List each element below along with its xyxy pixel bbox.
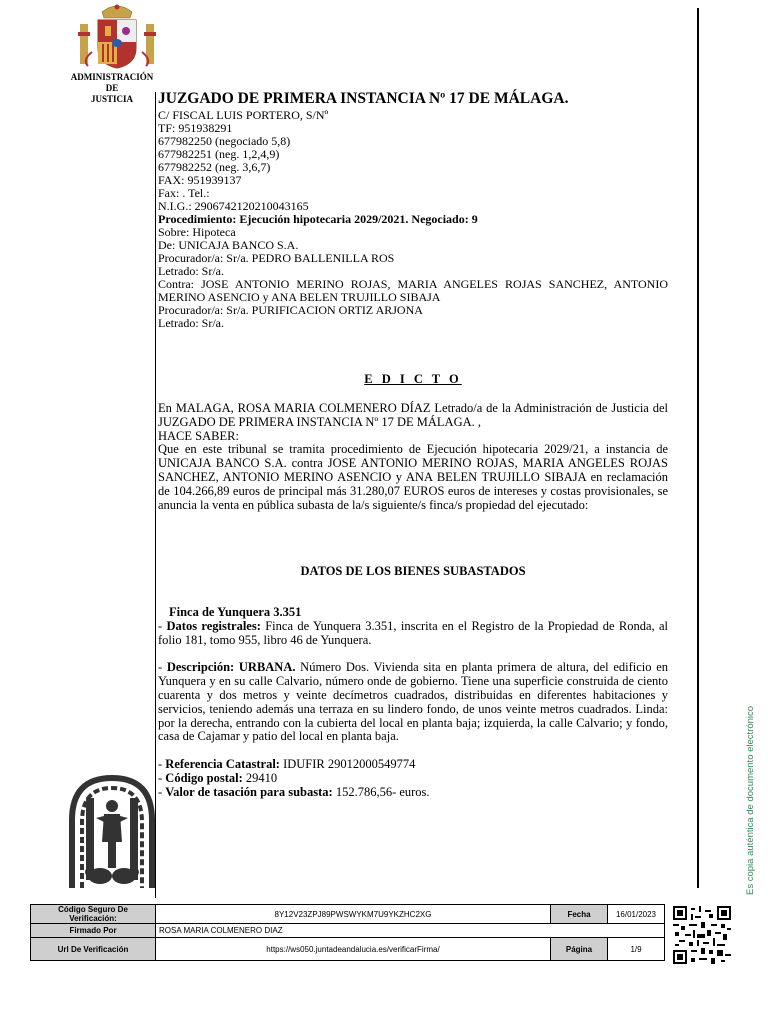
nig-line: N.I.G.: 2906742120210043165 <box>158 199 309 213</box>
descripcion: - Descripción: URBANA. Número Dos. Vivienda sita en planta primera de altura, del edificio en Yunquera y en su calle Calvario, número onde de gobierno. Tiene una superficie construida de ciento cuarenta y dos metros y veinte decímetros cuadrados, distribuidas en diferentes habitaciones y servicios, teniendo además una terraza en su lindero fondo, de unos veinte metros cuadrados. Linda: por la derecha, entrando con la cubierta del local en planta baja; izquierda, la calle Calvario; y fondo, casa de Cajamar y patio del local en planta baja. <box>158 660 668 744</box>
valor-tasacion: - Valor de tasación para subasta: 152.786,56- euros. <box>158 784 430 799</box>
referencia-catastral: - Referencia Catastral: IDUFIR 29012000549774 <box>158 757 416 772</box>
court-header <box>158 90 668 330</box>
bienes-heading: DATOS DE LOS BIENES SUBASTADOS <box>300 564 526 578</box>
letrado-line: Letrado: Sr/a. <box>158 264 224 278</box>
fax-tel-line: Fax: . Tel.: <box>158 186 210 200</box>
finca-title: Finca de Yunquera 3.351 <box>169 605 302 619</box>
pagina-value: 1/9 <box>608 938 665 961</box>
signature-verification-table <box>30 904 665 961</box>
bienes-body <box>158 606 668 800</box>
sobre-line: Sobre: Hipoteca <box>158 225 236 239</box>
authentic-copy-note: Es copia auténtica de documento electrónico <box>745 705 756 895</box>
pagina-label: Página <box>551 938 608 961</box>
procurador-line: Procurador/a: Sr/a. PEDRO BALLENILLA ROS <box>158 251 395 265</box>
phone-line: TF: 951938291 <box>158 121 233 135</box>
fax-line: FAX: 951939137 <box>158 173 242 187</box>
right-margin-rule <box>697 8 699 888</box>
hace-saber: HACE SABER: <box>158 428 239 443</box>
codigo-postal: - Código postal: 29410 <box>158 770 278 785</box>
edicto-body <box>158 402 668 512</box>
codigo-label: Código Seguro De Verificación: <box>31 905 156 924</box>
fecha-label: Fecha <box>551 905 608 924</box>
contra-line: Contra: JOSE ANTONIO MERINO ROJAS, MARIA ANGELES ROJAS SANCHEZ, ANTONIO MERINO ASENCIO y ANA BELEN TRUJILLO SIBAJA <box>158 277 668 304</box>
phone-line: 677982252 (neg. 3,6,7) <box>158 160 271 174</box>
demandante-line: De: UNICAJA BANCO S.A. <box>158 238 299 252</box>
letrado-line: Letrado: Sr/a. <box>158 316 224 330</box>
phone-line: 677982250 (negociado 5,8) <box>158 134 291 148</box>
edicto-intro: En MALAGA, ROSA MARIA COLMENERO DÍAZ Letrado/a de la Administración de Justicia del JUZGADO DE PRIMERA INSTANCIA Nº 17 DE MÁLAGA. , <box>158 401 668 429</box>
firmado-value: ROSA MARIA COLMENERO DIAZ <box>156 924 665 938</box>
url-label: Url De Verificación <box>31 938 156 961</box>
fecha-value: 16/01/2023 <box>608 905 665 924</box>
junta-andalucia-emblem-logo <box>66 772 158 890</box>
qr-code <box>673 906 731 964</box>
datos-registrales: - Datos registrales: Finca de Yunquera 3.351, inscrita en el Registro de la Propiedad de Ronda, al folio 181, tomo 955, libro 46 de Yunquera. <box>158 618 668 647</box>
phone-line: 677982251 (neg. 1,2,4,9) <box>158 147 280 161</box>
edicto-heading: E D I C T O <box>364 372 462 386</box>
procurador-line: Procurador/a: Sr/a. PURIFICACION ORTIZ ARJONA <box>158 303 423 317</box>
administracion-de-justicia-label: ADMINISTRACIÓN DE JUSTICIA <box>70 72 154 104</box>
edicto-paragraph: Que en este tribunal se tramita procedimiento de Ejecución hipotecaria 2029/21, a instancia de UNICAJA BANCO S.A. contra JOSE ANTONIO MERINO ROJAS, MARIA ANGELES ROJAS SANCHEZ, ANTONIO MERINO ASENCIO y ANA BELEN TRUJILLO SIBAJA en reclamación de 104.266,89 euros de principal más 31.280,07 EUROS euros de intereses y costas provisionales, se anuncia la venta en pública subasta de la/s siguiente/s finca/s propiedad del ejecutado: <box>158 442 668 512</box>
url-value[interactable]: https://ws050.juntadeandalucia.es/verificarFirma/ <box>156 938 551 961</box>
spain-coat-of-arms-logo <box>72 2 162 72</box>
codigo-value: 8Y12V23ZPJ89PWSWYKM7U9YKZHC2XG <box>156 905 551 924</box>
court-title: JUZGADO DE PRIMERA INSTANCIA Nº 17 DE MÁLAGA. <box>158 90 569 107</box>
procedimiento-line: Procedimiento: Ejecución hipotecaria 2029/2021. Negociado: 9 <box>158 212 478 226</box>
firmado-label: Firmado Por <box>31 924 156 938</box>
address-line: C/ FISCAL LUIS PORTERO, S/Nº <box>158 108 329 122</box>
